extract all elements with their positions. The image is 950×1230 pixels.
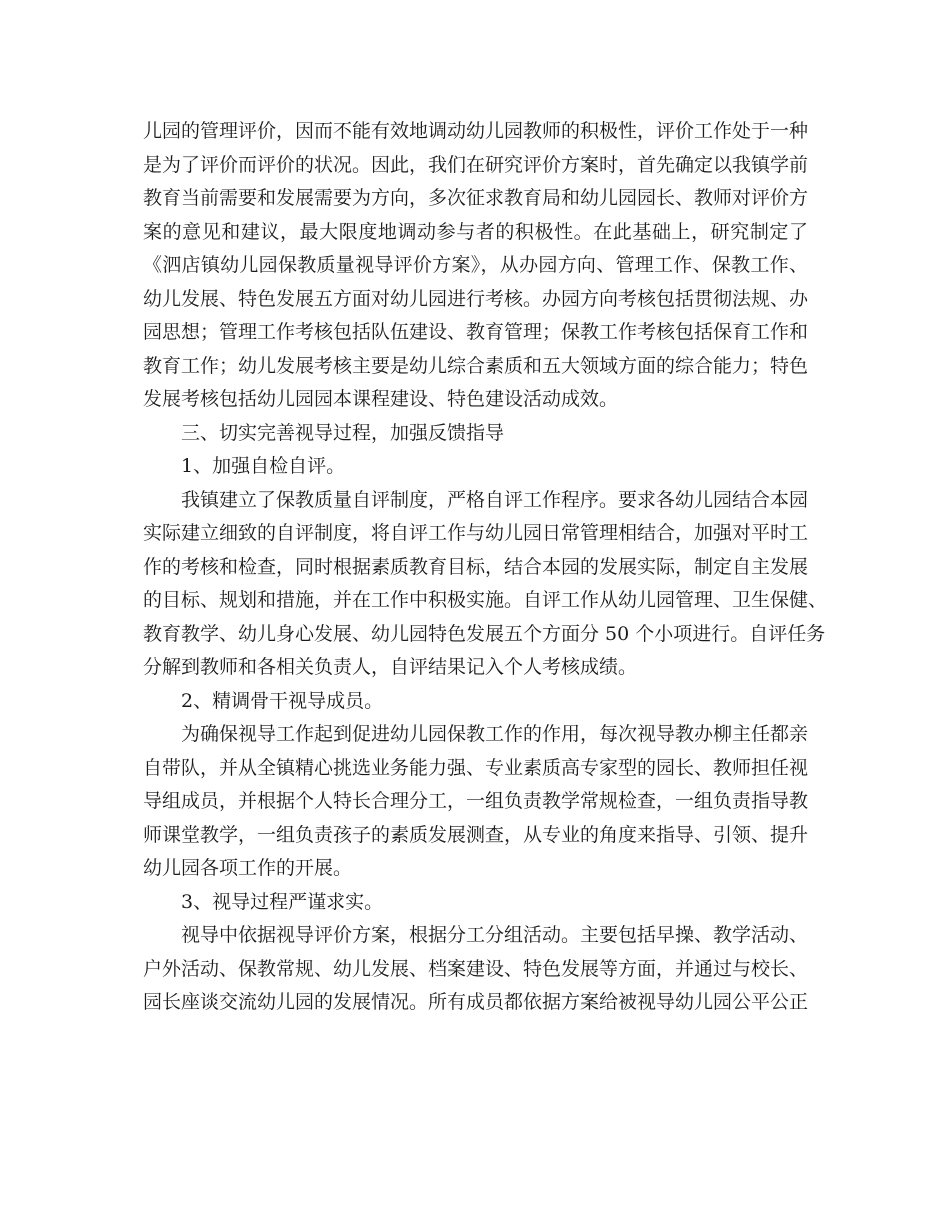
paragraph-line: 教育当前需要和发展需要为方向，多次征求教育局和幼儿园园长、教师对评价方 xyxy=(143,187,809,209)
paragraph-line: 幼儿园各项工作的开展。 xyxy=(143,857,353,879)
paragraph-line: 户外活动、保教常规、幼儿发展、档案建设、特色发展等方面，并通过与校长、 xyxy=(143,957,809,980)
paragraph-line: 是为了评价而评价的状况。因此，我们在研究评价方案时，首先确定以我镇学前 xyxy=(143,153,809,176)
paragraph-line: 幼儿发展、特色发展五方面对幼儿园进行考核。办园方向考核包括贯彻法规、办 xyxy=(143,287,809,310)
subsection-heading: 1、加强自检自评。 xyxy=(181,455,346,477)
paragraph-line: 分解到教师和各相关负责人，自评结果记入个人考核成绩。 xyxy=(143,656,638,678)
paragraph-line: 教育工作；幼儿发展考核主要是幼儿综合素质和五大领域方面的综合能力；特色 xyxy=(143,354,809,377)
subsection-heading: 2、精调骨干视导成员。 xyxy=(181,689,384,712)
paragraph-line: 案的意见和建议，最大限度地调动参与者的积极性。在此基础上，研究制定了 xyxy=(143,220,808,243)
paragraph-line: 实际建立细致的自评制度，将自评工作与幼儿园日常管理相结合，加强对平时工 xyxy=(143,522,809,544)
paragraph-line: 教育教学、幼儿身心发展、幼儿园特色发展五个方面分 50 个小项进行。自评任务 xyxy=(143,622,826,645)
paragraph-line: 导组成员，并根据个人特长合理分工，一组负责教学常规检查，一组负责指导教 xyxy=(143,790,809,812)
section-heading: 三、切实完善视导过程，加强反馈指导 xyxy=(181,421,505,444)
subsection-heading: 3、视导过程严谨求实。 xyxy=(181,890,384,913)
paragraph-line: 的目标、规划和措施，并在工作中积极实施。自评工作从幼儿园管理、卫生保健、 xyxy=(143,589,828,611)
paragraph-line: 我镇建立了保教质量自评制度，严格自评工作程序。要求各幼儿园结合本园 xyxy=(181,488,809,511)
paragraph-line: 发展考核包括幼儿园园本课程建设、特色建设活动成效。 xyxy=(143,388,619,410)
paragraph-line: 师课堂教学，一组负责孩子的素质发展测查，从专业的角度来指导、引领、提升 xyxy=(143,823,809,846)
paragraph-line: 作的考核和检查，同时根据素质教育目标，结合本园的发展实际，制定自主发展 xyxy=(143,555,809,578)
paragraph-line: 为确保视导工作起到促进幼儿园保教工作的作用，每次视导教办柳主任都亲 xyxy=(181,723,809,745)
paragraph-line: 园长座谈交流幼儿园的发展情况。所有成员都依据方案给被视导幼儿园公平公正 xyxy=(143,991,809,1013)
paragraph-line: 自带队，并从全镇精心挑选业务能力强、专业素质高专家型的园长、教师担任视 xyxy=(143,756,809,779)
paragraph-line: 视导中依据视导评价方案，根据分工分组活动。主要包括早操、教学活动、 xyxy=(181,924,809,946)
paragraph-line: 儿园的管理评价，因而不能有效地调动幼儿园教师的积极性，评价工作处于一种 xyxy=(143,120,809,142)
paragraph-line: 《泗店镇幼儿园保教质量视导评价方案》，从办园方向、管理工作、保教工作、 xyxy=(143,254,808,276)
document-body xyxy=(143,115,828,1020)
paragraph-line: 园思想；管理工作考核包括队伍建设、教育管理；保教工作考核包括保育工作和 xyxy=(143,321,809,343)
